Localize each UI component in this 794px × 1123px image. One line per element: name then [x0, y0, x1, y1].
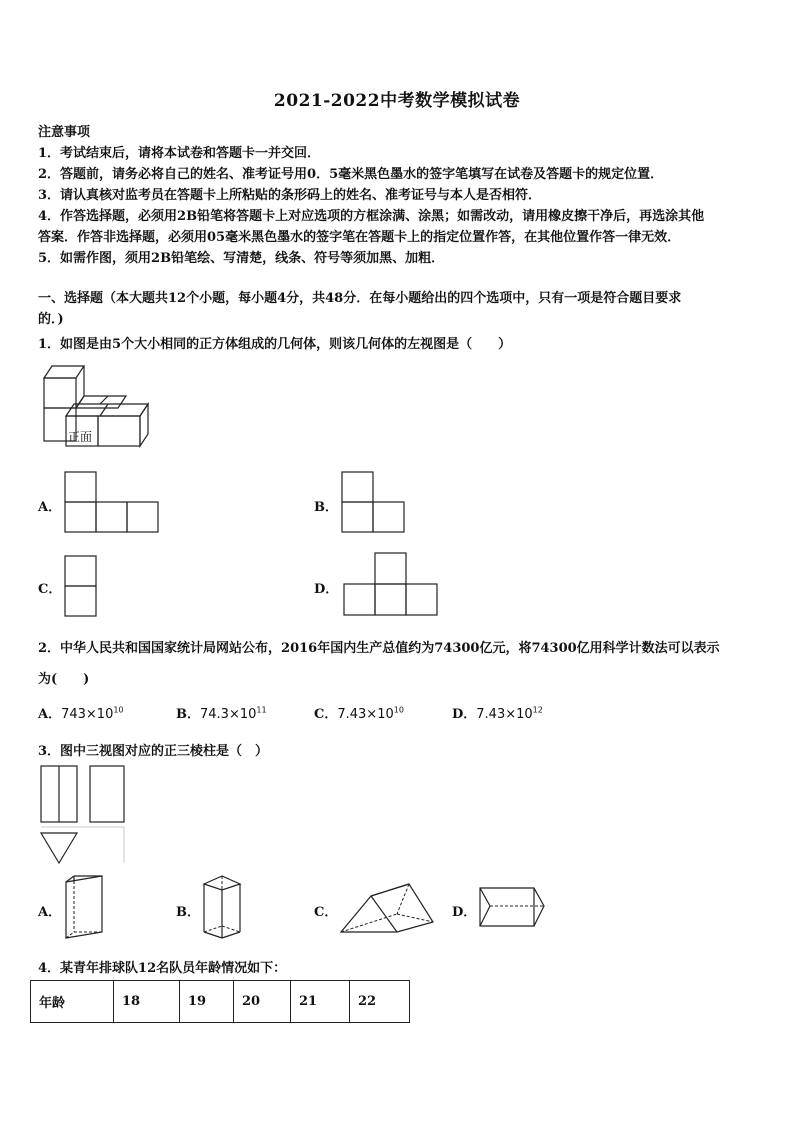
q2-option-d-exp: 12: [532, 705, 543, 715]
q3-option-d[interactable]: D．: [452, 905, 477, 920]
age-cell: 20: [234, 981, 291, 1023]
notice-item: 答案．作答非选择题，必须用05毫米黑色墨水的签字笔在答题卡上的指定位置作答，在其他位置作答一律无效．: [38, 230, 681, 245]
q2-option-d-base: 7.43×10: [476, 707, 533, 722]
q1-option-b-figure: [341, 471, 405, 533]
q2-option-c[interactable]: [314, 703, 404, 722]
age-cell: 22: [350, 981, 410, 1023]
question-4-stem: 4．某青年排球队12名队员年龄情况如下：: [38, 961, 287, 976]
q3-three-view-figure: [38, 763, 130, 868]
q1-option-d-figure: [343, 552, 438, 616]
q2-option-a[interactable]: [38, 703, 124, 722]
notice-item: 2．答题前，请务必将自己的姓名、准考证号用0．5毫米黑色墨水的签字笔填写在试卷及答题卡的规定位置．: [38, 167, 664, 182]
q1-option-c[interactable]: C．: [38, 582, 62, 597]
table-row: [31, 981, 410, 1023]
age-cell: 19: [180, 981, 234, 1023]
q1-option-a[interactable]: A．: [38, 500, 62, 515]
q2-option-c-label: C．: [314, 707, 338, 722]
q3-option-b[interactable]: B．: [176, 905, 200, 920]
q3-option-c[interactable]: C．: [314, 905, 338, 920]
q2-option-b-label: B．: [176, 707, 200, 722]
q2-option-a-label: A．: [38, 707, 62, 722]
age-cell: 18: [114, 981, 180, 1023]
front-face-label: 正面: [68, 430, 93, 444]
q3-option-d-figure: [476, 884, 548, 934]
question-1-stem: 1．如图是由5个大小相同的正方体组成的几何体，则该几何体的左视图是（ ）: [38, 337, 512, 352]
age-table: [30, 980, 410, 1023]
q2-option-b-base: 74.3×10: [200, 707, 257, 722]
q2-option-c-exp: 10: [393, 705, 404, 715]
age-cell: 21: [291, 981, 350, 1023]
q2-option-b[interactable]: [176, 703, 267, 722]
section-heading-cont: 的．): [38, 312, 64, 327]
q2-option-d-label: D．: [452, 707, 477, 722]
question-2-stem-cont: 为( ): [38, 672, 90, 687]
q2-option-d[interactable]: [452, 703, 543, 722]
notice-item: 3．请认真核对监考员在答题卡上所粘贴的条形码上的姓名、准考证号与本人是否相符．: [38, 188, 542, 203]
question-3-stem: 3．图中三视图对应的正三棱柱是（ ）: [38, 744, 269, 759]
q3-option-b-figure: [200, 872, 245, 942]
q2-option-a-base: 743×10: [61, 707, 114, 722]
q1-cube-figure: [38, 358, 168, 458]
q3-option-a[interactable]: A．: [38, 905, 62, 920]
q2-option-c-base: 7.43×10: [337, 707, 394, 722]
q1-option-a-figure: [64, 471, 159, 533]
notice-item: 5．如需作图，须用2B铅笔绘、写清楚，线条、符号等须加黑、加粗．: [38, 251, 445, 266]
q2-option-a-exp: 10: [113, 705, 124, 715]
q1-option-c-figure: [64, 555, 97, 617]
q3-option-c-figure: [337, 878, 437, 938]
q2-option-b-exp: 11: [256, 705, 267, 715]
notice-item: 4．作答选择题，必须用2B铅笔将答题卡上对应选项的方框涂满、涂黑；如需改动，请用橡皮擦干净后，再选涂其他: [38, 209, 705, 224]
q1-option-b[interactable]: B．: [314, 500, 338, 515]
q1-option-d[interactable]: D．: [314, 582, 339, 597]
notice-heading: 注意事项: [38, 125, 91, 140]
page-title: 2021-2022中考数学模拟试卷: [273, 91, 521, 111]
section-heading: 一、选择题（本大题共12个小题，每小题4分，共48分．在每小题给出的四个选项中，只有一项是符合题目要求: [38, 291, 682, 306]
notice-item: 1．考试结束后，请将本试卷和答题卡一并交回．: [38, 146, 321, 161]
question-2-stem: 2．中华人民共和国国家统计局网站公布，2016年国内生产总值约为74300亿元，将74300亿用科学计数法可以表示: [38, 641, 720, 656]
age-header-cell: 年龄: [31, 981, 114, 1023]
q3-option-a-figure: [62, 872, 107, 942]
